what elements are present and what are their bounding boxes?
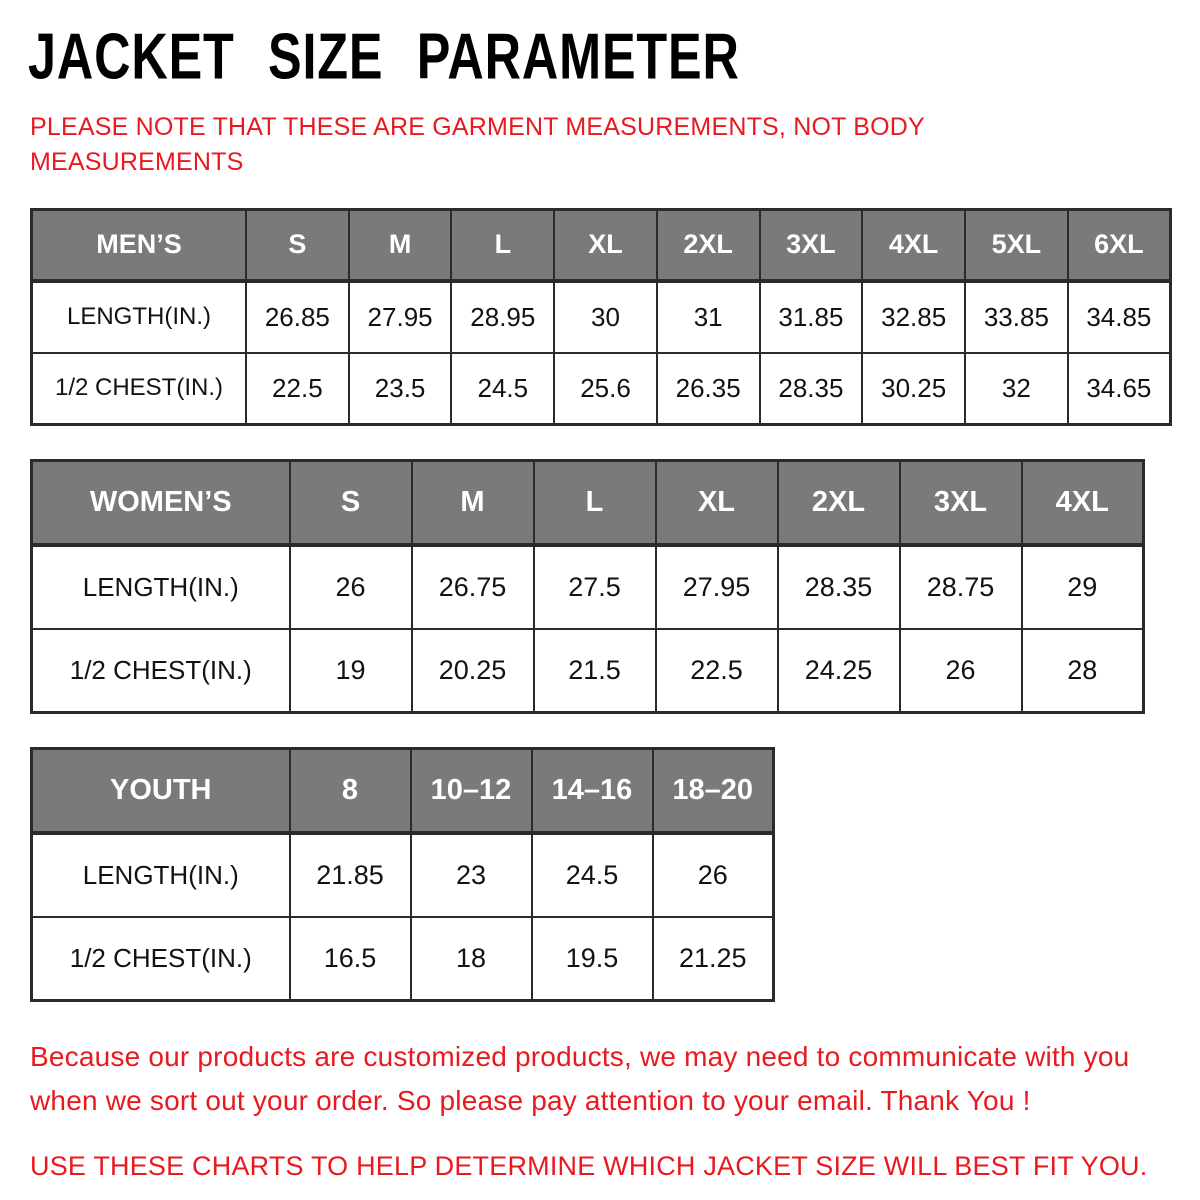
youth-size-header: 10–12: [411, 749, 532, 833]
measurement-value-cell: 34.65: [1068, 353, 1171, 425]
mens-size-header: L: [451, 210, 554, 281]
youth-measurement-row: [32, 833, 774, 917]
measurement-value-cell: 26.35: [657, 353, 760, 425]
womens-size-header: 2XL: [778, 461, 900, 545]
measurement-value-cell: 22.5: [656, 629, 778, 713]
mens-size-header: 3XL: [760, 210, 863, 281]
measurement-value-cell: 26: [900, 629, 1022, 713]
mens-size-header: XL: [554, 210, 657, 281]
measurement-value-cell: 32.85: [862, 281, 965, 353]
measurement-value-cell: 26: [290, 545, 412, 629]
mens-measurement-row: [32, 353, 1171, 425]
row-label: LENGTH(IN.): [32, 545, 290, 629]
measurement-value-cell: 25.6: [554, 353, 657, 425]
measurement-value-cell: 28.35: [778, 545, 900, 629]
womens-size-table: [30, 459, 1145, 714]
row-label: LENGTH(IN.): [32, 281, 246, 353]
measurement-value-cell: 27.5: [534, 545, 656, 629]
youth-size-header: 8: [290, 749, 411, 833]
measurement-value-cell: 28.75: [900, 545, 1022, 629]
measurement-value-cell: 29: [1022, 545, 1144, 629]
measurement-value-cell: 23: [411, 833, 532, 917]
mens-header-row: [32, 210, 1171, 281]
measurement-value-cell: 27.95: [349, 281, 452, 353]
mens-size-table: [30, 208, 1172, 426]
measurement-value-cell: 28.35: [760, 353, 863, 425]
womens-size-header: M: [412, 461, 534, 545]
mens-size-header: 2XL: [657, 210, 760, 281]
chart-usage-note: USE THESE CHARTS TO HELP DETERMINE WHICH JACKET SIZE WILL BEST FIT YOU.: [30, 1151, 1148, 1181]
mens-measurement-row: [32, 281, 1171, 353]
measurement-value-cell: 20.25: [412, 629, 534, 713]
youth-measurement-row: [32, 917, 774, 1001]
row-label: 1/2 CHEST(IN.): [32, 629, 290, 713]
measurement-value-cell: 28.95: [451, 281, 554, 353]
measurement-value-cell: 24.5: [532, 833, 653, 917]
womens-size-header: XL: [656, 461, 778, 545]
womens-measurement-row: [32, 629, 1144, 713]
measurement-value-cell: 31: [657, 281, 760, 353]
garment-measurement-note: PLEASE NOTE THAT THESE ARE GARMENT MEASUREMENTS, NOT BODY MEASUREMENTS: [30, 113, 925, 176]
measurement-value-cell: 16.5: [290, 917, 411, 1001]
youth-size-table: [30, 747, 775, 1002]
measurement-value-cell: 24.5: [451, 353, 554, 425]
measurement-value-cell: 22.5: [246, 353, 349, 425]
youth-header-row: [32, 749, 774, 833]
measurement-value-cell: 26.75: [412, 545, 534, 629]
measurement-value-cell: 28: [1022, 629, 1144, 713]
mens-size-header: 6XL: [1068, 210, 1171, 281]
measurement-value-cell: 33.85: [965, 281, 1068, 353]
measurement-value-cell: 26.85: [246, 281, 349, 353]
page-title: JACKET SIZE PARAMETER: [28, 20, 740, 93]
womens-size-header: S: [290, 461, 412, 545]
mens-size-header: 5XL: [965, 210, 1068, 281]
measurement-value-cell: 32: [965, 353, 1068, 425]
mens-table-title: MEN’S: [32, 210, 246, 281]
measurement-value-cell: 21.85: [290, 833, 411, 917]
youth-table-title: YOUTH: [32, 749, 290, 833]
womens-table-title: WOMEN’S: [32, 461, 290, 545]
measurement-value-cell: 21.25: [653, 917, 774, 1001]
youth-size-header: 18–20: [653, 749, 774, 833]
youth-size-header: 14–16: [532, 749, 653, 833]
measurement-value-cell: 19.5: [532, 917, 653, 1001]
womens-measurement-row: [32, 545, 1144, 629]
measurement-value-cell: 30.25: [862, 353, 965, 425]
womens-size-header: 4XL: [1022, 461, 1144, 545]
mens-size-table-section: [30, 208, 1172, 426]
measurement-value-cell: 27.95: [656, 545, 778, 629]
mens-size-header: S: [246, 210, 349, 281]
row-label: LENGTH(IN.): [32, 833, 290, 917]
measurement-value-cell: 18: [411, 917, 532, 1001]
row-label: 1/2 CHEST(IN.): [32, 917, 290, 1001]
custom-order-notice: Because our products are customized products, we may need to communicate with you when we sort out your order. So please pay attention to your email. Thank You !: [30, 1041, 1130, 1116]
youth-size-table-section: [30, 747, 1172, 1002]
measurement-value-cell: 34.85: [1068, 281, 1171, 353]
womens-size-header: L: [534, 461, 656, 545]
womens-header-row: [32, 461, 1144, 545]
measurement-value-cell: 26: [653, 833, 774, 917]
mens-size-header: 4XL: [862, 210, 965, 281]
row-label: 1/2 CHEST(IN.): [32, 353, 246, 425]
mens-size-header: M: [349, 210, 452, 281]
measurement-value-cell: 21.5: [534, 629, 656, 713]
measurement-value-cell: 24.25: [778, 629, 900, 713]
measurement-value-cell: 23.5: [349, 353, 452, 425]
womens-size-header: 3XL: [900, 461, 1022, 545]
measurement-value-cell: 31.85: [760, 281, 863, 353]
womens-size-table-section: [30, 459, 1172, 714]
measurement-value-cell: 30: [554, 281, 657, 353]
measurement-value-cell: 19: [290, 629, 412, 713]
